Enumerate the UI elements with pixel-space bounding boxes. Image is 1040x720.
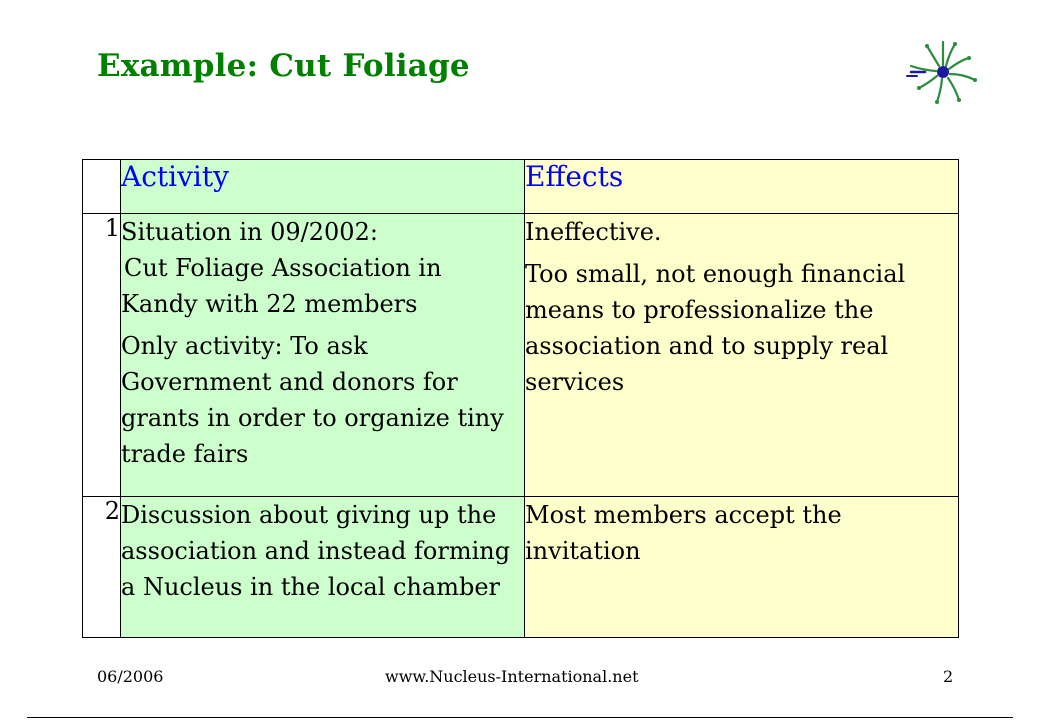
slide-title: Example: Cut Foliage <box>97 48 470 84</box>
footer-date: 06/2006 <box>97 667 164 686</box>
effects-text: Ineffective. <box>525 218 662 246</box>
activity-text: Only activity: To ask Government and donors for grants in order to organize tiny trade fairs <box>121 332 504 468</box>
row-number: 1 <box>83 214 121 497</box>
activity-cell <box>121 214 525 497</box>
sun-burst-icon <box>903 36 981 106</box>
footer-url: www.Nucleus-International.net <box>385 667 639 686</box>
activity-cell <box>121 497 525 638</box>
effects-text: Too small, not enough financial means to professionalize the association and to supply real services <box>525 260 906 396</box>
effects-text: Most members accept the invitation <box>525 501 842 565</box>
activities-table <box>82 159 959 638</box>
activity-column-header: Activity <box>121 160 525 214</box>
effects-cell <box>525 214 959 497</box>
table-row <box>83 214 959 497</box>
footer-divider <box>27 717 1013 718</box>
table-row <box>83 497 959 638</box>
number-column-header <box>83 160 121 214</box>
activity-line: Situation in 09/2002: <box>121 218 378 246</box>
footer-page-number: 2 <box>943 667 954 686</box>
table-header-row <box>83 160 959 214</box>
activity-line: Cut Foliage Association in Kandy with 22 members <box>121 254 442 318</box>
effects-cell <box>525 497 959 638</box>
effects-column-header: Effects <box>525 160 959 214</box>
row-number: 2 <box>83 497 121 638</box>
activity-text: Discussion about giving up the association and instead forming a Nucleus in the local chamber <box>121 501 511 601</box>
activity-text <box>121 214 524 322</box>
